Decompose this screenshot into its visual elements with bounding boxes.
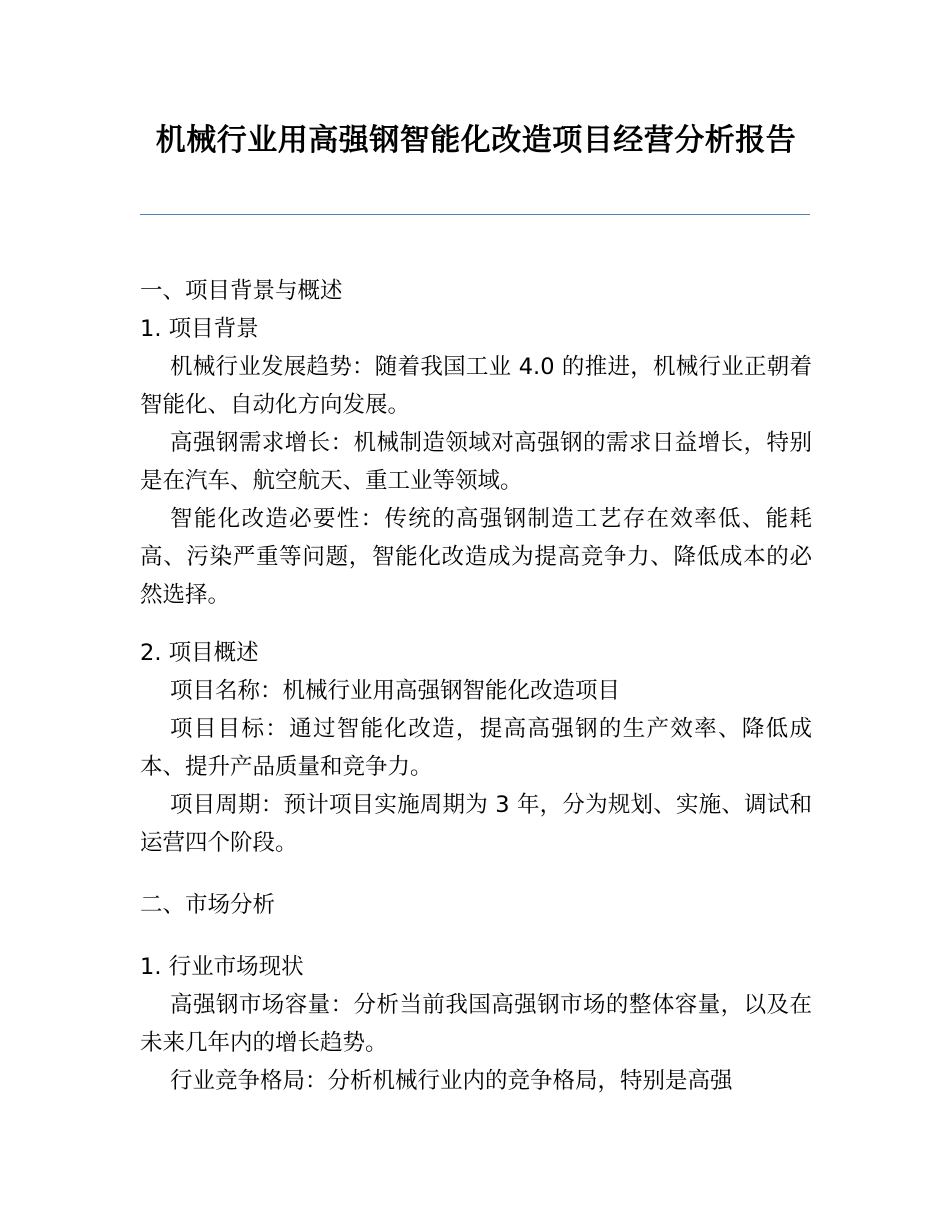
paragraph: 高强钢市场容量：分析当前我国高强钢市场的整体容量，以及在未来几年内的增长趋势。 [140,992,812,1056]
section-heading: 二、市场分析 [140,892,276,918]
paragraph: 项目目标：通过智能化改造，提高高强钢的生产效率、降低成本、提升产品质量和竞争力。 [140,716,812,780]
subsection-heading: 1. 项目背景 [140,316,259,342]
paragraph: 机械行业发展趋势：随着我国工业 4.0 的推进，机械行业正朝着智能化、自动化方向发展。 [140,354,812,418]
subsection-heading: 1. 行业市场现状 [140,954,304,980]
paragraph: 智能化改造必要性：传统的高强钢制造工艺存在效率低、能耗高、污染严重等问题，智能化改造成为提高竞争力、降低成本的必然选择。 [140,506,812,608]
title-divider [140,214,810,215]
section-heading: 一、项目背景与概述 [140,278,343,304]
subsection-heading: 2. 项目概述 [140,640,259,666]
paragraph: 高强钢需求增长：机械制造领域对高强钢的需求日益增长，特别是在汽车、航空航天、重工业等领域。 [140,430,812,494]
document-body [140,272,812,1100]
document-title: 机械行业用高强钢智能化改造项目经营分析报告 [155,123,797,158]
paragraph: 项目周期：预计项目实施周期为 3 年，分为规划、实施、调试和运营四个阶段。 [140,792,812,856]
spacer [140,924,812,948]
spacer [140,862,812,886]
paragraph: 行业竞争格局：分析机械行业内的竞争格局，特别是高强 [170,1068,733,1094]
paragraph: 项目名称：机械行业用高强钢智能化改造项目 [170,678,621,704]
spacer [140,614,812,634]
